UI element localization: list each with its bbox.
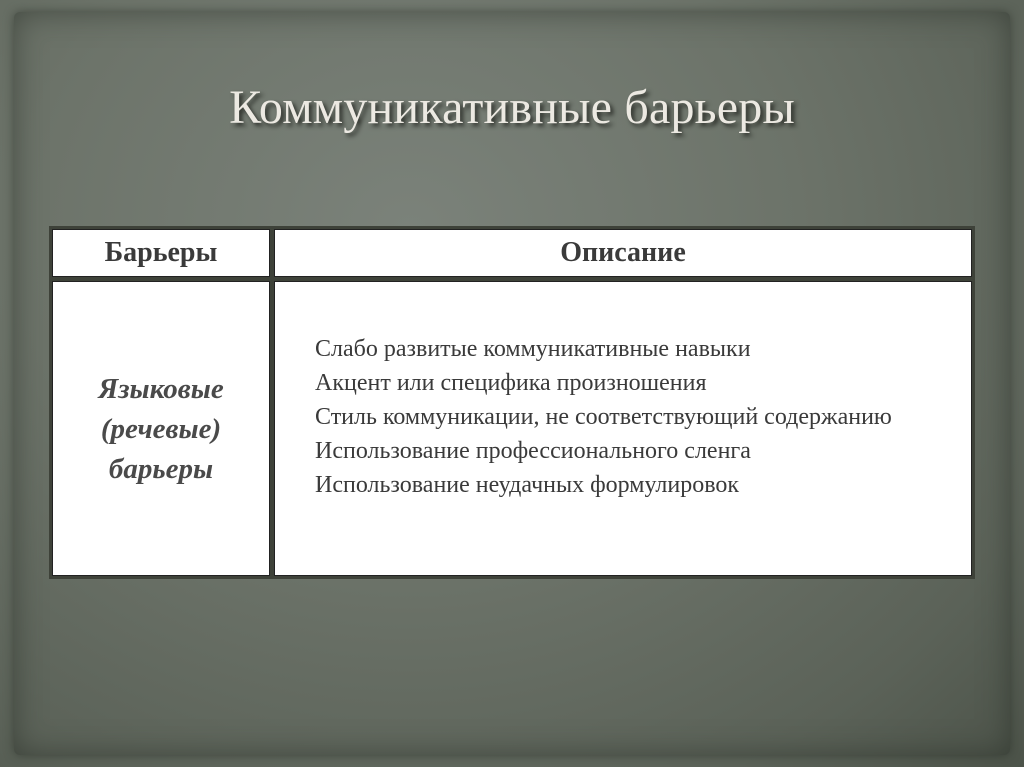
description-list — [275, 282, 971, 502]
table-header-barriers — [52, 229, 270, 277]
table-cell-description — [274, 281, 972, 576]
list-item: Использование профессионального сленга — [315, 438, 751, 464]
list-item: Использование неудачных формулировок — [315, 472, 740, 498]
barrier-name: Языковые (речевые) барьеры — [98, 372, 224, 485]
header-label-barriers: Барьеры — [104, 237, 218, 268]
table-header-description — [274, 229, 972, 277]
list-item: Стиль коммуникации, не соответствующий содержанию — [315, 404, 892, 430]
list-item: Слабо развитые коммуникативные навыки — [315, 336, 751, 362]
table-cell-barrier — [52, 281, 270, 576]
list-item: Акцент или специфика произношения — [315, 370, 707, 396]
header-label-description: Описание — [560, 237, 686, 268]
barriers-table — [49, 226, 975, 579]
slide-title: Коммуникативные барьеры — [229, 81, 795, 134]
